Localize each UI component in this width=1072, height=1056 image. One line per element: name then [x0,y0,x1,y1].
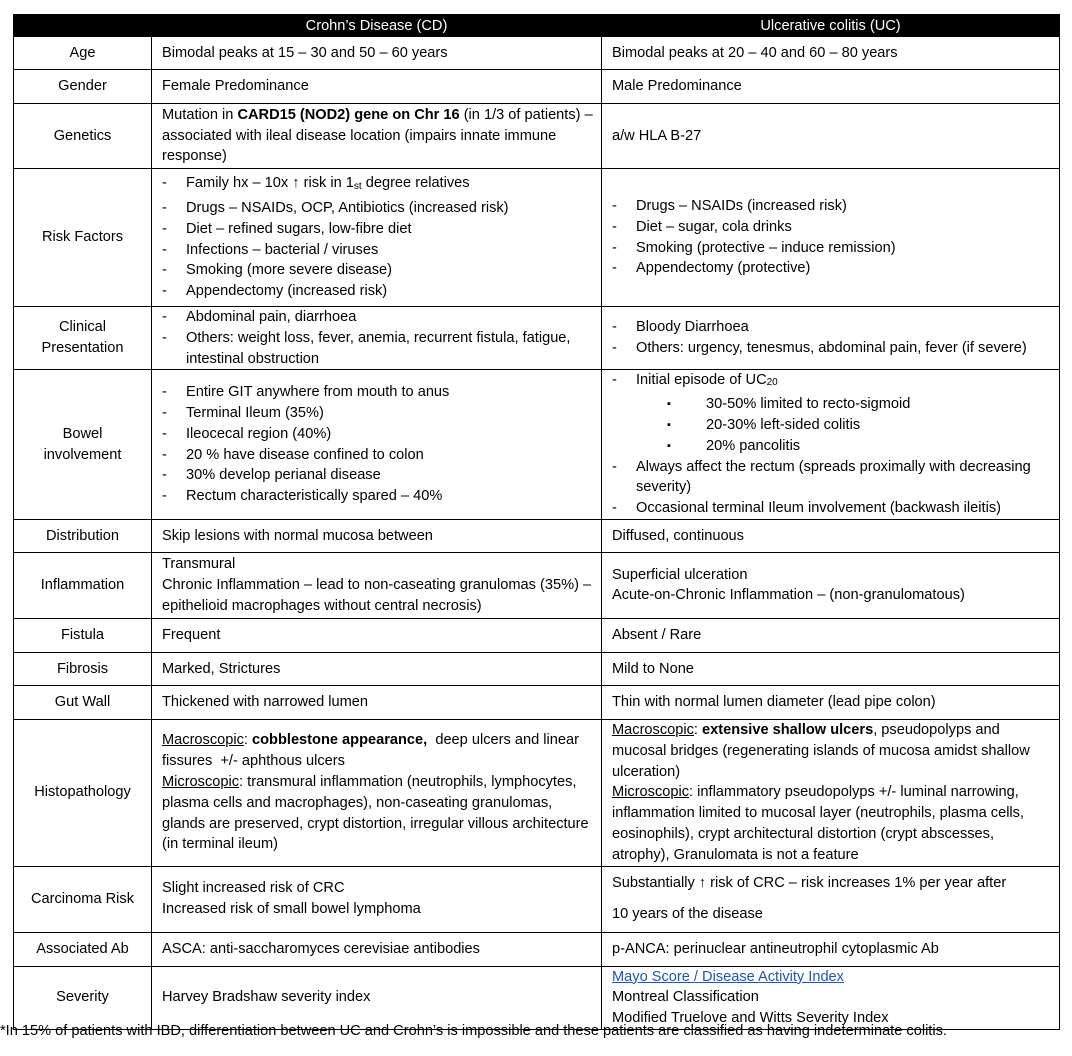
row-label: Distribution [14,519,152,552]
row-bowel-involvement [14,370,1060,520]
subscript: 20 [766,377,778,389]
row-associated-ab [14,932,1060,966]
cd-cell: Skip lesions with normal mucosa between [152,519,602,552]
list-item: - Appendectomy (protective) [612,258,1054,279]
header-corner [14,15,152,37]
uc-cell: Mayo Score / Disease Activity Index Montreal Classification Modified Truelove and Witts Severity Index [602,966,1060,1029]
row-label: Bowel involvement [14,370,152,520]
row-fistula [14,618,1060,652]
uc-cell: Male Predominance [602,70,1060,104]
list-item: - Bloody Diarrhoea [612,317,1054,338]
cd-cell: Macroscopic: cobblestone appearance, deep ulcers and linear fissures +/- aphthous ulcers Microscopic: transmural inflammation (neutrophils, lymphocytes, plasma cells and macrophages), non-caseating granulomas, glands are preserved, crypt distortion, irregular villous architecture (in terminal ileum) [152,719,602,866]
row-label: Associated Ab [14,932,152,966]
uc-cell [602,307,1060,370]
header-uc: Ulcerative colitis (UC) [602,15,1060,37]
list-item: - Infections – bacterial / viruses [162,240,596,261]
bullet-list [162,307,596,369]
uc-cell: Mild to None [602,652,1060,685]
row-label: Carcinoma Risk [14,866,152,932]
row-label: Gut Wall [14,685,152,719]
uc-cell [602,370,1060,520]
list-item: - Others: weight loss, fever, anemia, recurrent fistula, fatigue, intestinal obstruction [162,328,596,370]
row-label: Gender [14,70,152,104]
cd-cell: ASCA: anti-saccharomyces cerevisiae antibodies [152,932,602,966]
list-item: - Always affect the rectum (spreads proximally with decreasing severity) [612,457,1054,499]
uc-cell: Absent / Rare [602,618,1060,652]
row-inflammation [14,552,1060,618]
row-label: Fistula [14,618,152,652]
sub-list-item: ▪ 30-50% limited to recto-sigmoid [636,394,1054,415]
row-histopathology [14,719,1060,866]
cd-cell: Female Predominance [152,70,602,104]
uc-cell: Macroscopic: extensive shallow ulcers, pseudopolyps and mucosal bridges (regenerating islands of mucosa amidst shallow ulceration) Microscopic: inflammatory pseudopolyps +/- luminal narrowing, inflammation limited to mucosal layer (neutrophils, plasma cells, eosinophils), crypt architectural distortion (crypt abscesses, atrophy), Granulomata is not a feature [602,719,1060,866]
list-item: - Diet – refined sugars, low-fibre diet [162,219,596,240]
sub-list-item: ▪ 20-30% left-sided colitis [636,415,1054,436]
uc-cell: Diffused, continuous [602,519,1060,552]
list-item: - Appendectomy (increased risk) [162,281,596,302]
row-label: Risk Factors [14,169,152,307]
list-item: - Entire GIT anywhere from mouth to anus [162,382,596,403]
row-label: Clinical Presentation [14,307,152,370]
list-item: - Terminal Ileum (35%) [162,403,596,424]
list-item: - Abdominal pain, diarrhoea [162,307,596,328]
cd-cell: Thickened with narrowed lumen [152,685,602,719]
bullet-list [612,317,1054,359]
row-label: Histopathology [14,719,152,866]
cd-cell [152,307,602,370]
uc-cell [602,169,1060,307]
list-item: - Family hx – 10x ↑ risk in 1st degree relatives [162,173,596,198]
mayo-score-link[interactable]: Mayo Score / Disease Activity Index [612,968,844,985]
list-item: - Diet – sugar, cola drinks [612,217,1054,238]
list-item: - Smoking (protective – induce remission) [612,238,1054,259]
row-severity [14,966,1060,1029]
text: (in 1/3 of patients) – associated with ileal disease location (impairs innate immune response) [162,106,593,165]
list-item: - Occasional terminal Ileum involvement (backwash ileitis) [612,498,1054,519]
list-item: - Ileocecal region (40%) [162,424,596,445]
bold-text: CARD15 (NOD2) gene on Chr 16 [237,106,460,123]
row-risk-factors [14,169,1060,307]
sub-bullet-list [636,394,1054,456]
row-gut-wall [14,685,1060,719]
uc-cell: a/w HLA B-27 [602,104,1060,169]
row-genetics [14,104,1060,169]
row-carcinoma-risk [14,866,1060,932]
list-item: - Rectum characteristically spared – 40% [162,486,596,507]
bullet-list [612,196,1054,279]
row-label: Genetics [14,104,152,169]
list-item: - Smoking (more severe disease) [162,260,596,281]
footnote: *In 15% of patients with IBD, differentiation between UC and Crohn’s is impossible and these patients are classified as having indeterminate colitis. [0,1023,947,1039]
macroscopic-label: Macroscopic [612,721,694,738]
row-label: Fibrosis [14,652,152,685]
cd-cell [152,370,602,520]
uc-cell: Bimodal peaks at 20 – 40 and 60 – 80 years [602,37,1060,70]
list-item: - Drugs – NSAIDs (increased risk) [612,196,1054,217]
uc-cell: Superficial ulceration Acute-on-Chronic Inflammation – (non-granulomatous) [602,552,1060,618]
cd-cell [152,104,602,169]
list-item: - Initial episode of $UC_{20}$ ▪ 30-50% limited to recto-sigmoid ▪ 20-30% left-sided colitis ▪ 20% pancolitis [612,370,1054,456]
list-item: - 20 % have disease confined to colon [162,445,596,466]
cd-cell: Transmural Chronic Inflammation – lead to non-caseating granulomas (35%) – epithelioid macrophages without central necrosis) [152,552,602,618]
uc-cell: Substantially ↑ risk of CRC – risk increases 1% per year after 10 years of the disease [602,866,1060,932]
ibd-comparison-table [13,14,1060,1030]
list-item: - Drugs – NSAIDs, OCP, Antibiotics (increased risk) [162,198,596,219]
bullet-list [612,370,1054,519]
macroscopic-label: Macroscopic [162,732,244,749]
row-fibrosis [14,652,1060,685]
bullet-list [162,173,596,302]
text: Mutation in [162,106,238,123]
microscopic-label: Microscopic [162,773,240,790]
superscript: st [353,181,362,193]
row-label: Inflammation [14,552,152,618]
row-distribution [14,519,1060,552]
cd-cell: Bimodal peaks at 15 – 30 and 50 – 60 years [152,37,602,70]
bold-text: extensive shallow ulcers [702,721,874,738]
cd-cell: Slight increased risk of CRC Increased risk of small bowel lymphoma [152,866,602,932]
list-item: - 30% develop perianal disease [162,465,596,486]
sub-list-item: ▪ 20% pancolitis [636,436,1054,457]
row-age [14,37,1060,70]
bullet-list [162,382,596,507]
list-item: - Others: urgency, tenesmus, abdominal pain, fever (if severe) [612,338,1054,359]
cd-cell [152,169,602,307]
header-row [14,15,1060,37]
cd-cell: Marked, Strictures [152,652,602,685]
row-gender [14,70,1060,104]
row-label: Severity [14,966,152,1029]
bold-text: cobblestone appearance, [252,732,428,749]
cd-cell: Frequent [152,618,602,652]
row-label: Age [14,37,152,70]
header-crohns: Crohn’s Disease (CD) [152,15,602,37]
microscopic-label: Microscopic [612,784,690,801]
uc-cell: p-ANCA: perinuclear antineutrophil cytoplasmic Ab [602,932,1060,966]
row-clinical-presentation [14,307,1060,370]
uc-cell: Thin with normal lumen diameter (lead pipe colon) [602,685,1060,719]
cd-cell: Harvey Bradshaw severity index [152,966,602,1029]
